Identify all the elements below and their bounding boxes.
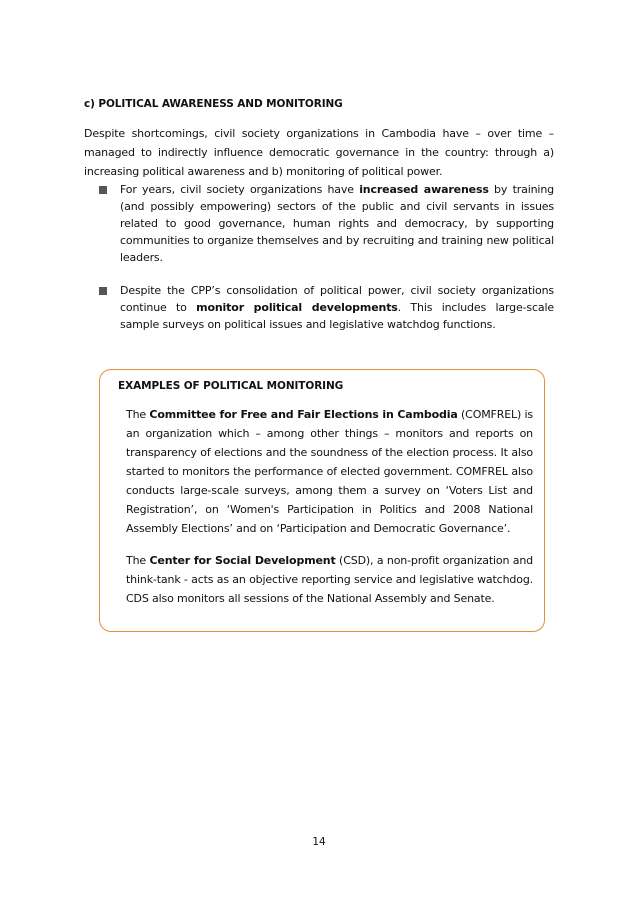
section-heading: c) POLITICAL AWARENESS AND MONITORING [84,98,343,110]
organization-name: Center for Social Development [149,554,336,567]
bullet-text-after: . This includes large-scale sample surveys on political issues and legislative watchdog functions. [120,301,555,331]
para-text-after: (CSD), a non-profit organization and think-tank - acts as an objective reporting service and legislative watchdog. CDS also monitors all sessions of the National Assembly and Senate. [126,554,533,605]
bullet-text-bold: monitor political developments [196,301,398,314]
organization-name: Committee for Free and Fair Elections in Cambodia [149,408,458,421]
para-text-before: The [126,408,150,421]
callout-paragraph-csd [126,551,533,608]
intro-paragraph: Despite shortcomings, civil society organizations in Cambodia have – over time – managed to indirectly influence democratic governance in the country: through a) increasing political awareness and b) monitoring of political power. [84,127,554,178]
para-text-before: The [126,554,150,567]
bullet-list [98,181,554,333]
bullet-item-monitoring [98,282,554,333]
bullet-text-before: For years, civil society organizations have [120,183,360,196]
square-bullet-icon [99,186,107,194]
callout-paragraph-comfrel [126,405,533,538]
bullet-text-after: by training (and possibly empowering) sectors of the public and civil servants in issues related to good governance, human rights and democracy, by supporting communities to organize themselves and by recruiting and training new political leaders. [120,183,554,264]
page-number: 14 [312,836,326,848]
bullet-text-before: Despite the CPP’s consolidation of political power, civil society organizations continue to [120,284,554,314]
square-bullet-icon [99,287,107,295]
callout-title: EXAMPLES OF POLITICAL MONITORING [118,380,344,392]
para-text-after: (COMFREL) is an organization which – among other things – monitors and reports on transparency of elections and the soundness of the election process. It also started to monitors the performance of elected government. COMFREL also conducts large-scale surveys, among them a survey on ‘Voters List and Registration’, on ‘Women's Participation in Politics and 2008 National Assembly Elections’ and on ‘Participation and Democratic Governance’. [126,408,534,535]
bullet-text-bold: increased awareness [359,183,489,196]
bullet-item-awareness [98,181,554,266]
